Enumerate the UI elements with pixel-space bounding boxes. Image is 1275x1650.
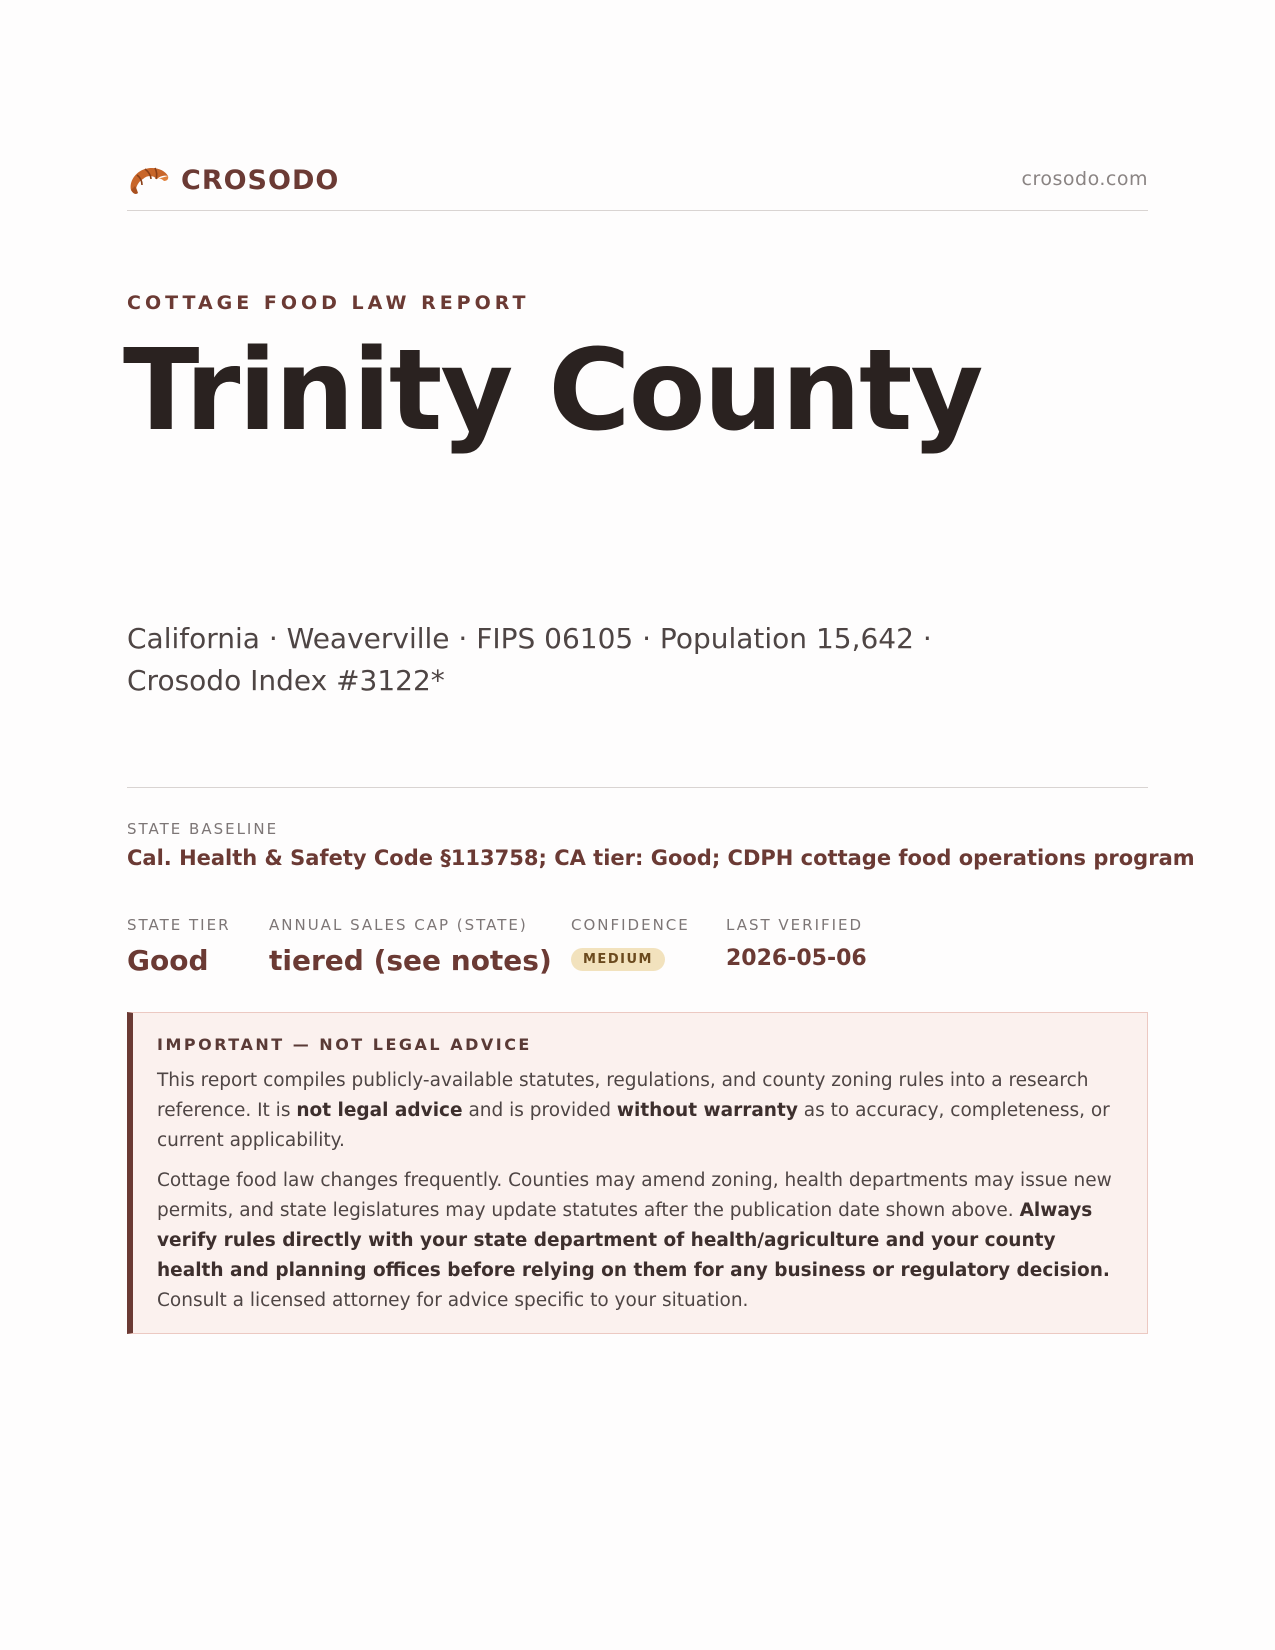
report-eyebrow: COTTAGE FOOD LAW REPORT <box>127 292 530 314</box>
page-title: Trinity County <box>123 326 982 456</box>
stat-confidence <box>571 916 690 971</box>
stat-value: 2026-05-06 <box>726 946 867 971</box>
croissant-icon <box>127 160 171 200</box>
site-url[interactable]: crosodo.com <box>1021 168 1148 190</box>
brand[interactable] <box>127 160 339 200</box>
legal-notice <box>127 1012 1148 1334</box>
notice-text: and is provided <box>462 1100 617 1121</box>
notice-paragraph-1 <box>157 1066 1121 1156</box>
stat-value: Good <box>127 944 209 977</box>
stat-last-verified <box>726 916 867 971</box>
meta-line-1: California · Weaverville · FIPS 06105 · Population 15,642 · <box>127 622 932 655</box>
page-header <box>127 158 1148 211</box>
state-baseline-label: STATE BASELINE <box>127 820 279 838</box>
notice-text: This report compiles publicly-available statutes, regulations, and county zoning rules into a research reference. It is <box>157 1070 1089 1121</box>
divider <box>127 787 1148 788</box>
notice-text: Consult a licensed attorney for advice specific to your situation. <box>157 1290 749 1311</box>
stat-value: tiered (see notes) <box>269 944 552 977</box>
brand-name: CROSODO <box>181 164 340 196</box>
notice-emphasis: not legal advice <box>296 1100 463 1121</box>
notice-title: IMPORTANT — NOT LEGAL ADVICE <box>157 1035 532 1054</box>
stat-sales-cap <box>269 916 552 977</box>
state-baseline-value: Cal. Health & Safety Code §113758; CA tier: Good; CDPH cottage food operations program <box>127 846 1195 870</box>
notice-emphasis: without warranty <box>616 1100 798 1121</box>
stat-label: LAST VERIFIED <box>726 916 864 934</box>
stat-label: ANNUAL SALES CAP (STATE) <box>269 916 528 934</box>
confidence-badge: MEDIUM <box>571 948 665 971</box>
stat-label: CONFIDENCE <box>571 916 690 934</box>
meta-line-2: Crosodo Index #3122* <box>127 664 445 697</box>
stat-label: STATE TIER <box>127 916 231 934</box>
county-meta <box>127 618 1027 702</box>
notice-text: Cottage food law changes frequently. Counties may amend zoning, health departments may issue new permits, and state legislatures may update statutes after the publication date shown above. <box>157 1170 1112 1221</box>
notice-text: as to accuracy, completeness, or current applicability. <box>157 1100 1110 1151</box>
notice-paragraph-2 <box>157 1166 1121 1316</box>
stat-state-tier <box>127 916 231 977</box>
notice-emphasis: Always verify rules directly with your state department of health/agriculture and your county health and planning offices before relying on them for any business or regulatory decision. <box>157 1200 1110 1281</box>
